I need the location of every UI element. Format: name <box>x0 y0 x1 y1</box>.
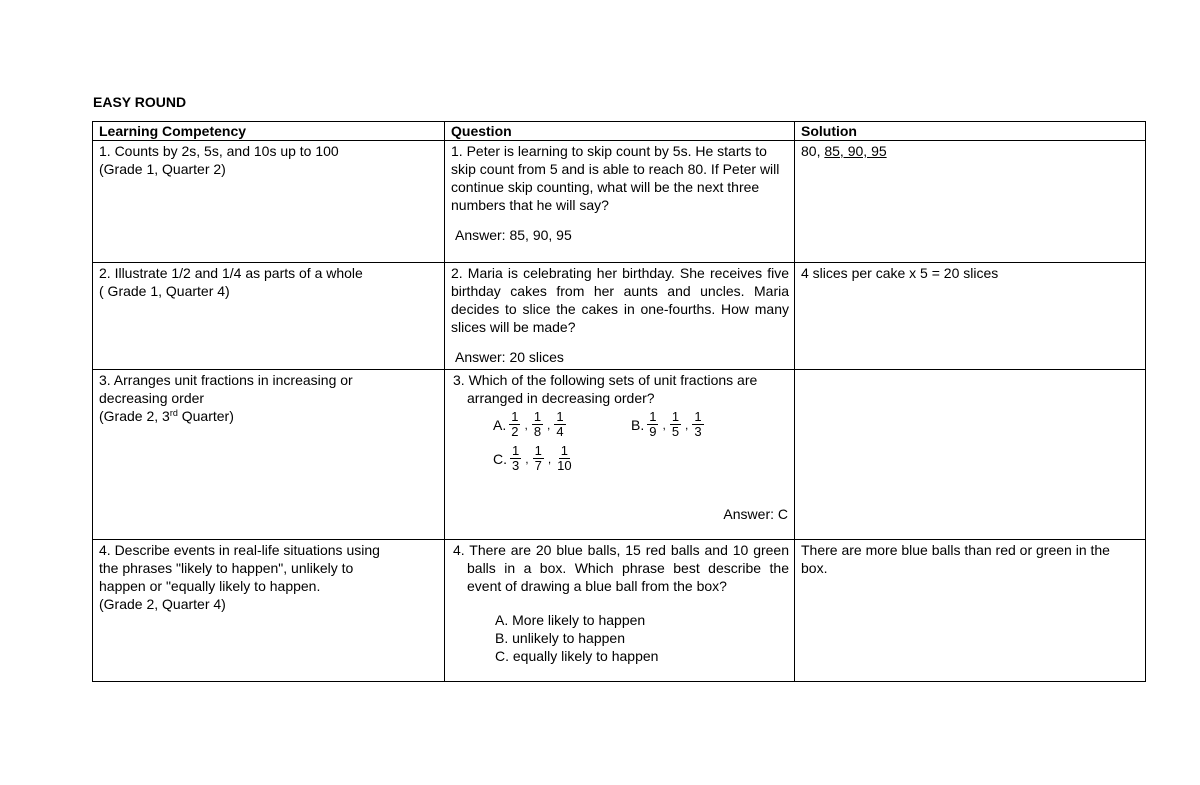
question-cell <box>445 141 795 263</box>
header-solution: Solution <box>795 122 1146 141</box>
competency-text: the phrases "likely to happen", unlikely to <box>99 560 354 576</box>
competency-grade: (Grade 1, Quarter 2) <box>99 161 226 177</box>
competency-text: 3. Arranges unit fractions in increasing or <box>99 372 353 388</box>
answer-text: Answer: 85, 90, 95 <box>455 227 572 243</box>
question-text: 4. There are 20 blue balls, 15 red balls and 10 green balls in a box. Which phrase best describe the event of drawing a blue ball from the box? <box>453 542 789 594</box>
competency-cell <box>93 263 445 370</box>
solution-text: There are more blue balls than red or green in the box. <box>801 542 1110 576</box>
question-text: 1. Peter is learning to skip count by 5s. He starts to skip count from 5 and is able to reach 80. If Peter will continue skip counting, what will be the next three numbers that he will say? <box>451 143 780 213</box>
choice-list <box>451 611 789 665</box>
answer-text: Answer: 20 slices <box>455 349 564 365</box>
question-cell <box>445 370 795 540</box>
option-b: B. $\frac{1}{9}$ , $\frac{1}{5}$ , $\frac{1}{3}$ <box>631 409 702 439</box>
table-row <box>93 141 1146 263</box>
choice-b: B. unlikely to happen <box>495 630 625 646</box>
competency-text: decreasing order <box>99 390 205 406</box>
table-header-row <box>93 122 1146 141</box>
table-row <box>93 540 1146 682</box>
solution-cell <box>795 263 1146 370</box>
page-title: EASY ROUND <box>93 94 187 110</box>
competency-text: 1. Counts by 2s, 5s, and 10s up to 100 <box>99 143 339 159</box>
competency-grade: ( Grade 1, Quarter 4) <box>99 283 230 299</box>
competency-cell <box>93 141 445 263</box>
competency-text: 2. Illustrate 1/2 and 1/4 as parts of a whole <box>99 265 363 281</box>
option-a: A. $\frac{1}{2}$ , $\frac{1}{8}$ , $\frac{1}{4}$ <box>493 409 564 439</box>
competency-text: 4. Describe events in real-life situations using <box>99 542 380 558</box>
solution-cell <box>795 370 1146 540</box>
question-text: 2. Maria is celebrating her birthday. She receives five birthday cakes from her aunts and uncles. Maria decides to slice the cakes in one-fourths. How many slices will be made? <box>451 265 789 335</box>
table-row <box>93 263 1146 370</box>
solution-cell <box>795 540 1146 682</box>
option-c: C. $\frac{1}{3}$ , $\frac{1}{7}$ , $\frac{1}{10}$ <box>493 443 572 473</box>
question-cell <box>445 540 795 682</box>
choice-c: C. equally likely to happen <box>495 648 659 664</box>
solution-cell <box>795 141 1146 263</box>
solution-underlined: 85, 90, 95 <box>824 143 887 159</box>
competency-grade: (Grade 2, Quarter 4) <box>99 596 226 612</box>
table-row <box>93 370 1146 540</box>
competency-cell <box>93 370 445 540</box>
competency-cell <box>93 540 445 682</box>
header-question: Question <box>445 122 795 141</box>
answer-text: Answer: C <box>723 506 788 522</box>
choice-a: A. More likely to happen <box>495 612 646 628</box>
solution-text: 4 slices per cake x 5 = 20 slices <box>801 265 999 281</box>
questions-table <box>92 121 1146 682</box>
competency-text: happen or "equally likely to happen. <box>99 578 321 594</box>
competency-grade: (Grade 2, 3rd Quarter) <box>99 408 234 424</box>
solution-text: 80, <box>801 143 825 159</box>
header-learning-competency: Learning Competency <box>93 122 445 141</box>
question-cell <box>445 263 795 370</box>
question-text: 3. Which of the following sets of unit fractions are arranged in decreasing order? <box>453 372 758 406</box>
